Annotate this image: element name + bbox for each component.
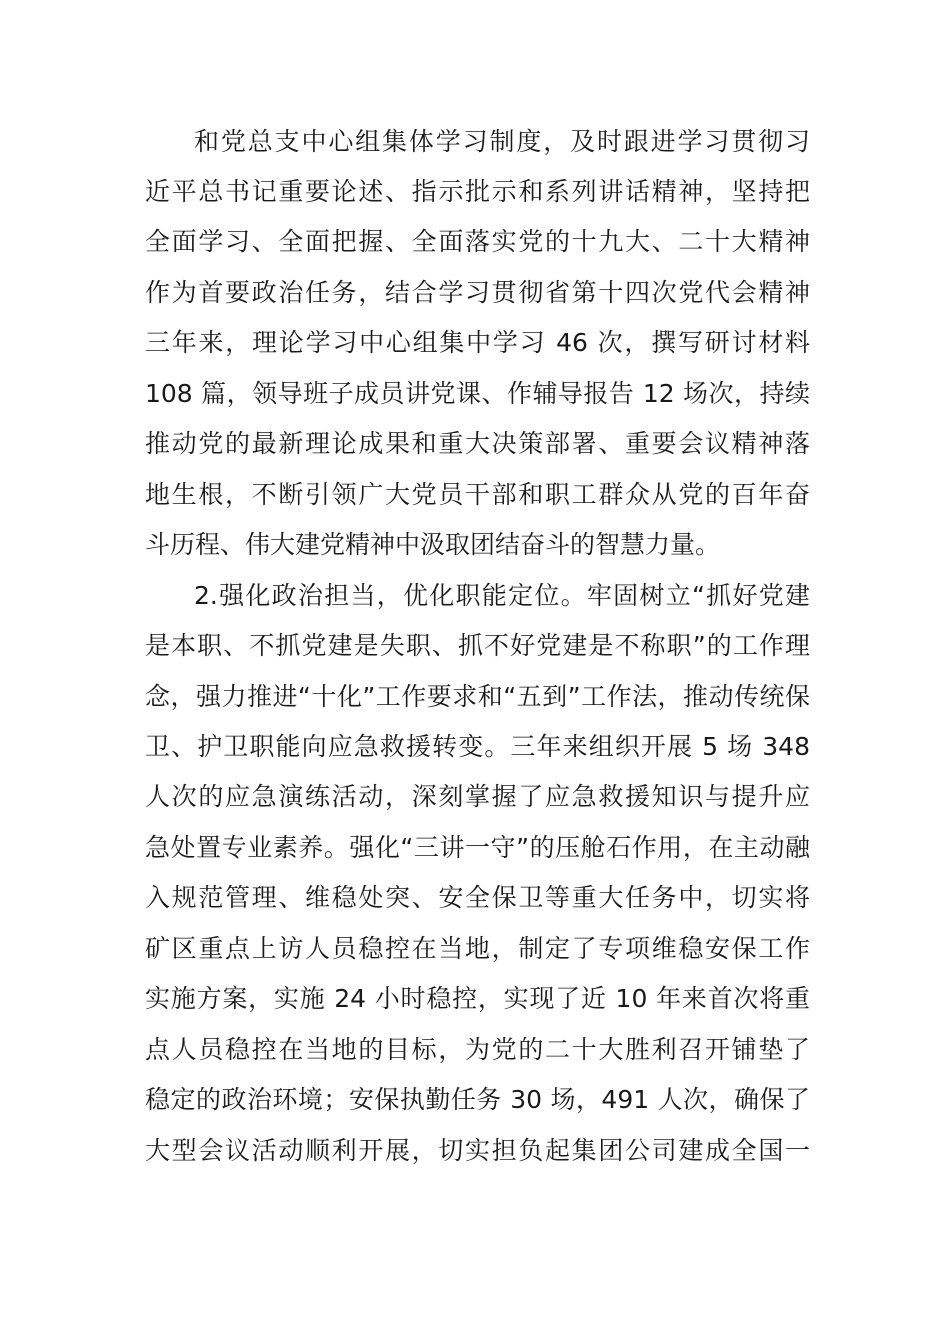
text-line-3: 全面学习、全面把握、全面落实党的十九大、二十大精神 <box>145 227 810 256</box>
text-line-13: 卫、护卫职能向应急救援转变。三年来组织开展 5 场 348 <box>145 732 810 761</box>
text-line-19: 点人员稳控在当地的目标，为党的二十大胜利召开铺垫了 <box>145 1035 810 1064</box>
text-line-16: 入规范管理、维稳处突、安全保卫等重大任务中，切实将 <box>145 883 810 912</box>
text-line-4: 作为首要政治任务，结合学习贯彻省第十四次党代会精神 <box>145 278 810 307</box>
text-line-14: 人次的应急演练活动，深刻掌握了应急救援知识与提升应 <box>145 782 810 811</box>
text-line-15: 急处置专业素养。强化“三讲一守”的压舱石作用，在主动融 <box>145 833 810 862</box>
text-line-18: 实施方案，实施 24 小时稳控，实现了近 10 年来首次将重 <box>145 984 810 1013</box>
text-line-12: 念，强力推进“十化”工作要求和“五到”工作法，推动传统保 <box>145 682 810 711</box>
text-line-20: 稳定的政治环境；安保执勤任务 30 场，491 人次，确保了 <box>145 1085 810 1114</box>
text-line-5: 三年来，理论学习中心组集中学习 46 次，撰写研讨材料 <box>145 328 810 357</box>
text-line-1: 和党总支中心组集体学习制度，及时跟进学习贯彻习 <box>194 127 810 156</box>
text-line-6: 108 篇，领导班子成员讲党课、作辅导报告 12 场次，持续 <box>145 379 810 408</box>
text-line-17: 矿区重点上访人员稳控在当地，制定了专项维稳安保工作 <box>145 934 810 963</box>
text-line-11: 是本职、不抓党建是失职、抓不好党建是不称职”的工作理 <box>145 631 810 660</box>
text-line-2: 近平总书记重要论述、指示批示和系列讲话精神，坚持把 <box>145 177 810 206</box>
text-line-10: 2.强化政治担当，优化职能定位。牢固树立“抓好党建 <box>194 581 810 610</box>
text-line-21: 大型会议活动顺利开展，切实担负起集团公司建成全国一 <box>145 1136 810 1165</box>
text-line-8: 地生根，不断引领广大党员干部和职工群众从党的百年奋 <box>145 480 810 509</box>
text-line-9: 斗历程、伟大建党精神中汲取团结奋斗的智慧力量。 <box>145 530 721 559</box>
text-line-7: 推动党的最新理论成果和重大决策部署、重要会议精神落 <box>145 429 810 458</box>
